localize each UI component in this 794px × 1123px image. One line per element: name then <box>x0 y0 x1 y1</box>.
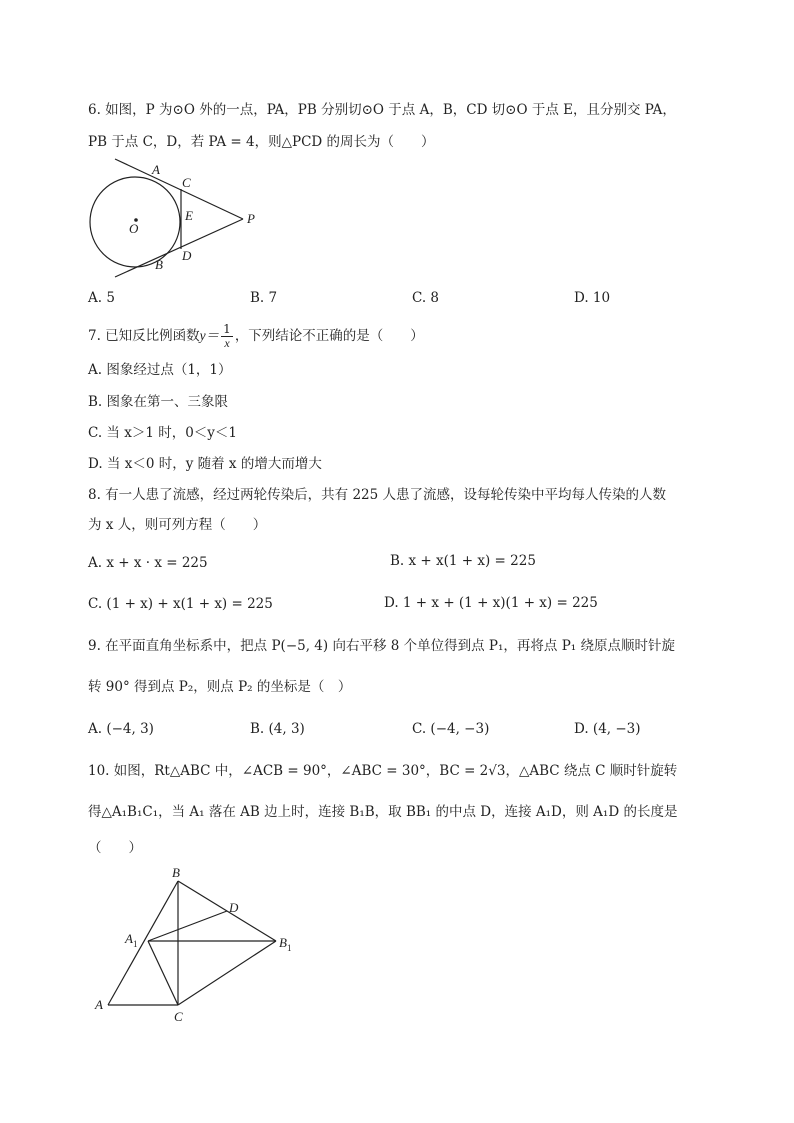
q6-option-c[interactable]: C. 8 <box>412 290 440 306</box>
q8-option-b[interactable]: B. x + x(1 + x) = 225 <box>390 553 536 569</box>
q10-label-d: D <box>229 900 239 915</box>
q8-option-c[interactable]: C. (1 + x) + x(1 + x) = 225 <box>88 596 273 612</box>
q7-stem <box>88 323 424 350</box>
q10-label-b: B <box>172 865 180 880</box>
q10-stem-line3: （ ） <box>88 840 142 856</box>
q7-option-d[interactable]: D. 当 x＜0 时，y 随着 x 的增大而增大 <box>88 456 322 472</box>
q9-option-b[interactable]: B. (4, 3) <box>250 721 305 737</box>
q8-stem-line1: 8. 有一人患了流感，经过两轮传染后，共有 225 人患了流感，设每轮传染中平均每人传染的人数 <box>88 487 667 503</box>
q10-segment-a1d <box>148 911 227 941</box>
q9-stem-line2: 转 90° 得到点 P₂，则点 P₂ 的坐标是（ ） <box>88 679 352 695</box>
q7-stem-post: ，下列结论不正确的是（ ） <box>234 328 424 344</box>
q6-label-d: D <box>182 248 192 263</box>
q10-segment-a1c <box>148 941 178 1005</box>
q10-label-a1-letter: A <box>125 931 133 946</box>
q6-label-a: A <box>152 162 160 177</box>
q6-figure <box>80 155 280 280</box>
q7-fn-lhs: y＝ <box>199 328 220 343</box>
q9-option-c[interactable]: C. (−4, −3) <box>412 721 490 737</box>
q6-option-b[interactable]: B. 7 <box>250 290 278 306</box>
q10-label-a1-sub: 1 <box>132 939 138 949</box>
q6-option-d[interactable]: D. 10 <box>574 290 611 306</box>
q6-tangent-pa <box>115 159 243 219</box>
q10-label-b1-letter: B <box>279 935 287 950</box>
q8-option-d[interactable]: D. 1 + x + (1 + x)(1 + x) = 225 <box>384 595 598 611</box>
q7-fraction <box>221 323 233 350</box>
q6-stem-line2: PB 于点 C，D，若 PA = 4，则△PCD 的周长为（ ） <box>88 134 435 150</box>
q9-option-d[interactable]: D. (4, −3) <box>574 721 641 737</box>
q6-label-c: C <box>182 175 191 190</box>
q6-stem-line1: 6. 如图，P 为⊙O 外的一点，PA，PB 分别切⊙O 于点 A，B，CD 切⊙O 于点 E，且分别交 PA， <box>88 102 676 118</box>
q10-stem-line1: 10. 如图，Rt△ABC 中，∠ACB = 90°，∠ABC = 30°，BC = 2√3，△ABC 绕点 C 顺时针旋转 <box>88 763 678 779</box>
q8-option-a[interactable]: A. x + x · x = 225 <box>88 555 208 571</box>
q6-option-a[interactable]: A. 5 <box>88 290 115 306</box>
q7-fraction-num: 1 <box>223 322 231 336</box>
q6-label-e: E <box>185 208 193 223</box>
q10-label-a1 <box>124 931 137 949</box>
q7-stem-pre: 7. 已知反比例函数 <box>88 328 200 344</box>
q10-label-b1 <box>279 935 291 953</box>
q7-option-a[interactable]: A. 图象经过点（1，1） <box>88 362 232 378</box>
q8-stem-line2: 为 x 人，则可列方程（ ） <box>88 517 267 533</box>
q7-option-c[interactable]: C. 当 x＞1 时，0＜y＜1 <box>88 425 238 441</box>
q10-label-c: C <box>174 1009 183 1024</box>
q10-label-a: A <box>95 997 103 1012</box>
q10-label-b1-sub: 1 <box>286 943 292 953</box>
q6-label-p: P <box>247 211 255 226</box>
q9-option-a[interactable]: A. (−4, 3) <box>88 721 154 737</box>
q6-label-o: O <box>129 221 139 236</box>
q7-option-b[interactable]: B. 图象在第一、三象限 <box>88 394 229 410</box>
q10-segment-b1c <box>178 941 276 1005</box>
q10-stem-line2: 得△A₁B₁C₁，当 A₁ 落在 AB 边上时，连接 B₁B，取 BB₁ 的中点 D，连接 A₁D，则 A₁D 的长度是 <box>88 804 678 820</box>
q9-stem-line1: 9. 在平面直角坐标系中，把点 P(−5, 4) 向右平移 8 个单位得到点 P₁，再将点 P₁ 绕原点顺时针旋 <box>88 638 675 654</box>
q7-fraction-den: x <box>224 336 230 350</box>
q10-figure <box>90 865 310 1030</box>
q6-label-b: B <box>155 257 163 272</box>
q10-segment-ab <box>108 881 178 1005</box>
